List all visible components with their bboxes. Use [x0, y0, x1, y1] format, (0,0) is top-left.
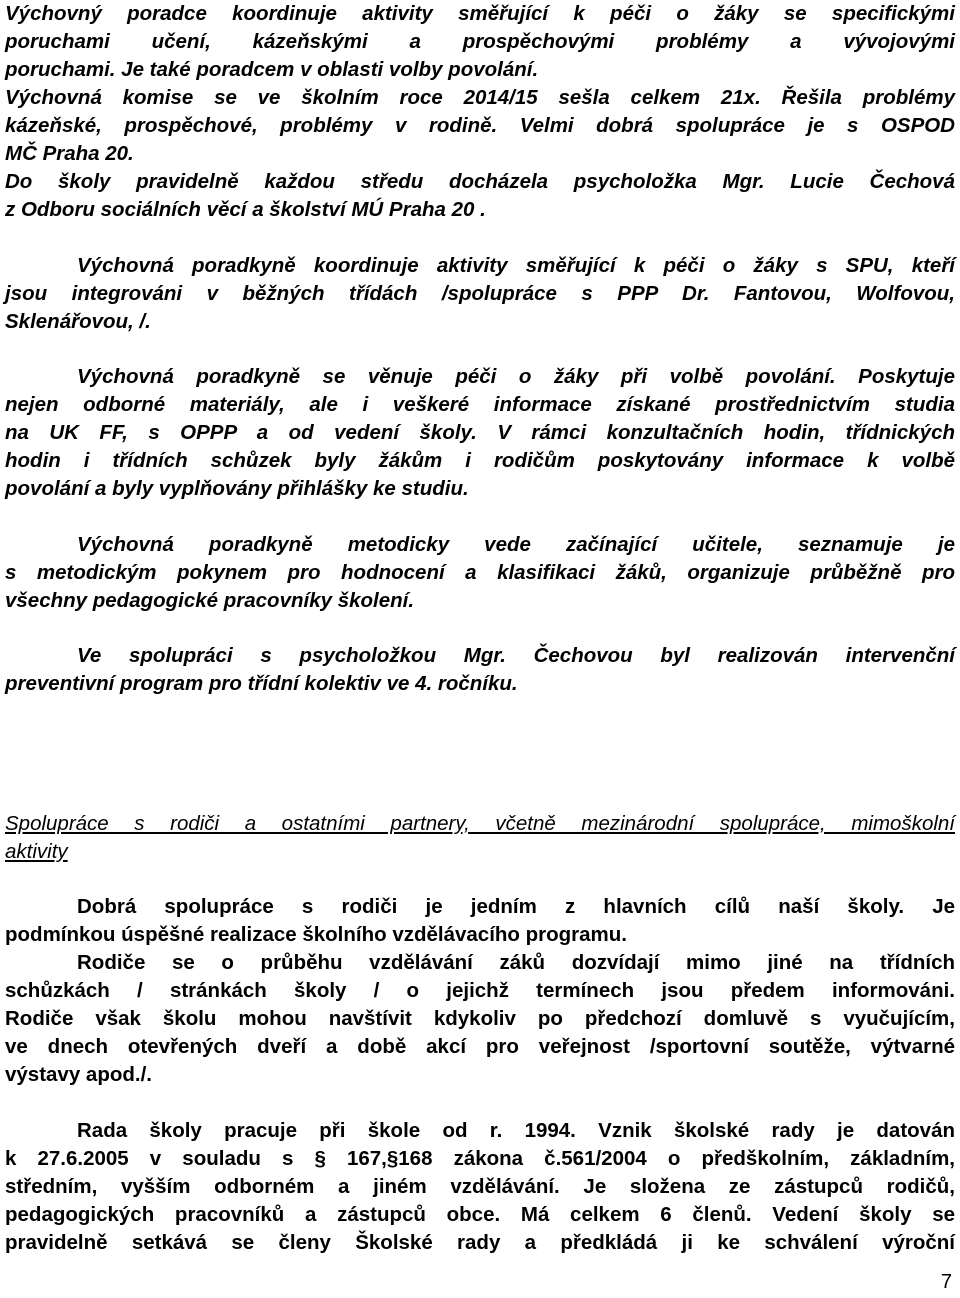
text-line: Ve spolupráci s psycholožkou Mgr. Čechovou byl realizován intervenční — [77, 644, 955, 667]
text-line: Výchovná poradkyně koordinuje aktivity směřující k péči o žáky s SPU, kteří — [77, 254, 955, 277]
text-line: k 27.6.2005 v souladu s § 167,§168 zákona č.561/2004 o předškolním, základním, — [5, 1147, 955, 1170]
section-heading: Spolupráce s rodiči a ostatními partnery, včetně mezinárodní spolupráce, mimoškolní — [5, 812, 955, 835]
text-line: pravidelně setkává se členy Školské rady a předkládá ji ke schválení výroční — [5, 1231, 955, 1254]
text-line: Výchovný poradce koordinuje aktivity směřující k péči o žáky se specifickými — [5, 2, 955, 25]
text-line: preventivní program pro třídní kolektiv ve 4. ročníku. — [5, 672, 518, 695]
text-line: podmínkou úspěšné realizace školního vzdělávacího programu. — [5, 923, 627, 946]
text-line: všechny pedagogické pracovníky školení. — [5, 589, 415, 612]
text-line: schůzkách / stránkách školy / o jejichž termínech jsou předem informováni. — [5, 979, 955, 1002]
text-line: Dobrá spolupráce s rodiči je jedním z hlavních cílů naší školy. Je — [77, 895, 955, 918]
text-line: Do školy pravidelně každou středu docházela psycholožka Mgr. Lucie Čechová — [5, 170, 955, 193]
text-line: Rodiče se o průběhu vzdělávání záků dozvídají mimo jiné na třídních — [77, 951, 955, 974]
text-line: povolání a byly vyplňovány přihlášky ke studiu. — [5, 477, 469, 500]
text-line: středním, vyšším odborném a jiném vzdělávání. Je složena ze zástupců rodičů, — [5, 1175, 955, 1198]
section-heading: aktivity — [5, 840, 68, 863]
text-line: pedagogických pracovníků a zástupců obce. Má celkem 6 členů. Vedení školy se — [5, 1203, 955, 1226]
page-number: 7 — [940, 1271, 952, 1293]
text-line: Sklenářovou, /. — [5, 310, 151, 333]
text-line: Rada školy pracuje při škole od r. 1994. Vznik školské rady je datován — [77, 1119, 955, 1142]
text-line: jsou integrováni v běžných třídách /spolupráce s PPP Dr. Fantovou, Wolfovou, — [5, 282, 955, 305]
text-line: Výchovná komise se ve školním roce 2014/15 sešla celkem 21x. Řešila problémy — [5, 86, 955, 109]
text-line: Výchovná poradkyně metodicky vede začínající učitele, seznamuje je — [77, 533, 955, 556]
text-line: poruchami učení, kázeňskými a prospěchovými problémy a vývojovými — [5, 30, 955, 53]
text-line: z Odboru sociálních věcí a školství MÚ Praha 20 . — [5, 198, 486, 221]
text-line: s metodickým pokynem pro hodnocení a klasifikaci žáků, organizuje průběžně pro — [5, 561, 955, 584]
text-line: na UK FF, s OPPP a od vedení školy. V rámci konzultačních hodin, třídnických — [5, 421, 955, 444]
text-line: výstavy apod./. — [5, 1063, 152, 1086]
text-line: kázeňské, prospěchové, problémy v rodině. Velmi dobrá spolupráce je s OSPOD — [5, 114, 955, 137]
text-line: Rodiče však školu mohou navštívit kdykoliv po předchozí domluvě s vyučujícím, — [5, 1007, 955, 1030]
text-line: hodin i třídních schůzek byly žákům i rodičům poskytovány informace k volbě — [5, 449, 955, 472]
text-line: nejen odborné materiály, ale i veškeré informace získané prostřednictvím studia — [5, 393, 955, 416]
text-line: poruchami. Je také poradcem v oblasti volby povolání. — [5, 58, 539, 81]
text-line: Výchovná poradkyně se věnuje péči o žáky při volbě povolání. Poskytuje — [77, 365, 955, 388]
text-line: ve dnech otevřených dveří a době akcí pro veřejnost /sportovní soutěže, výtvarné — [5, 1035, 955, 1058]
text-line: MČ Praha 20. — [5, 142, 134, 165]
